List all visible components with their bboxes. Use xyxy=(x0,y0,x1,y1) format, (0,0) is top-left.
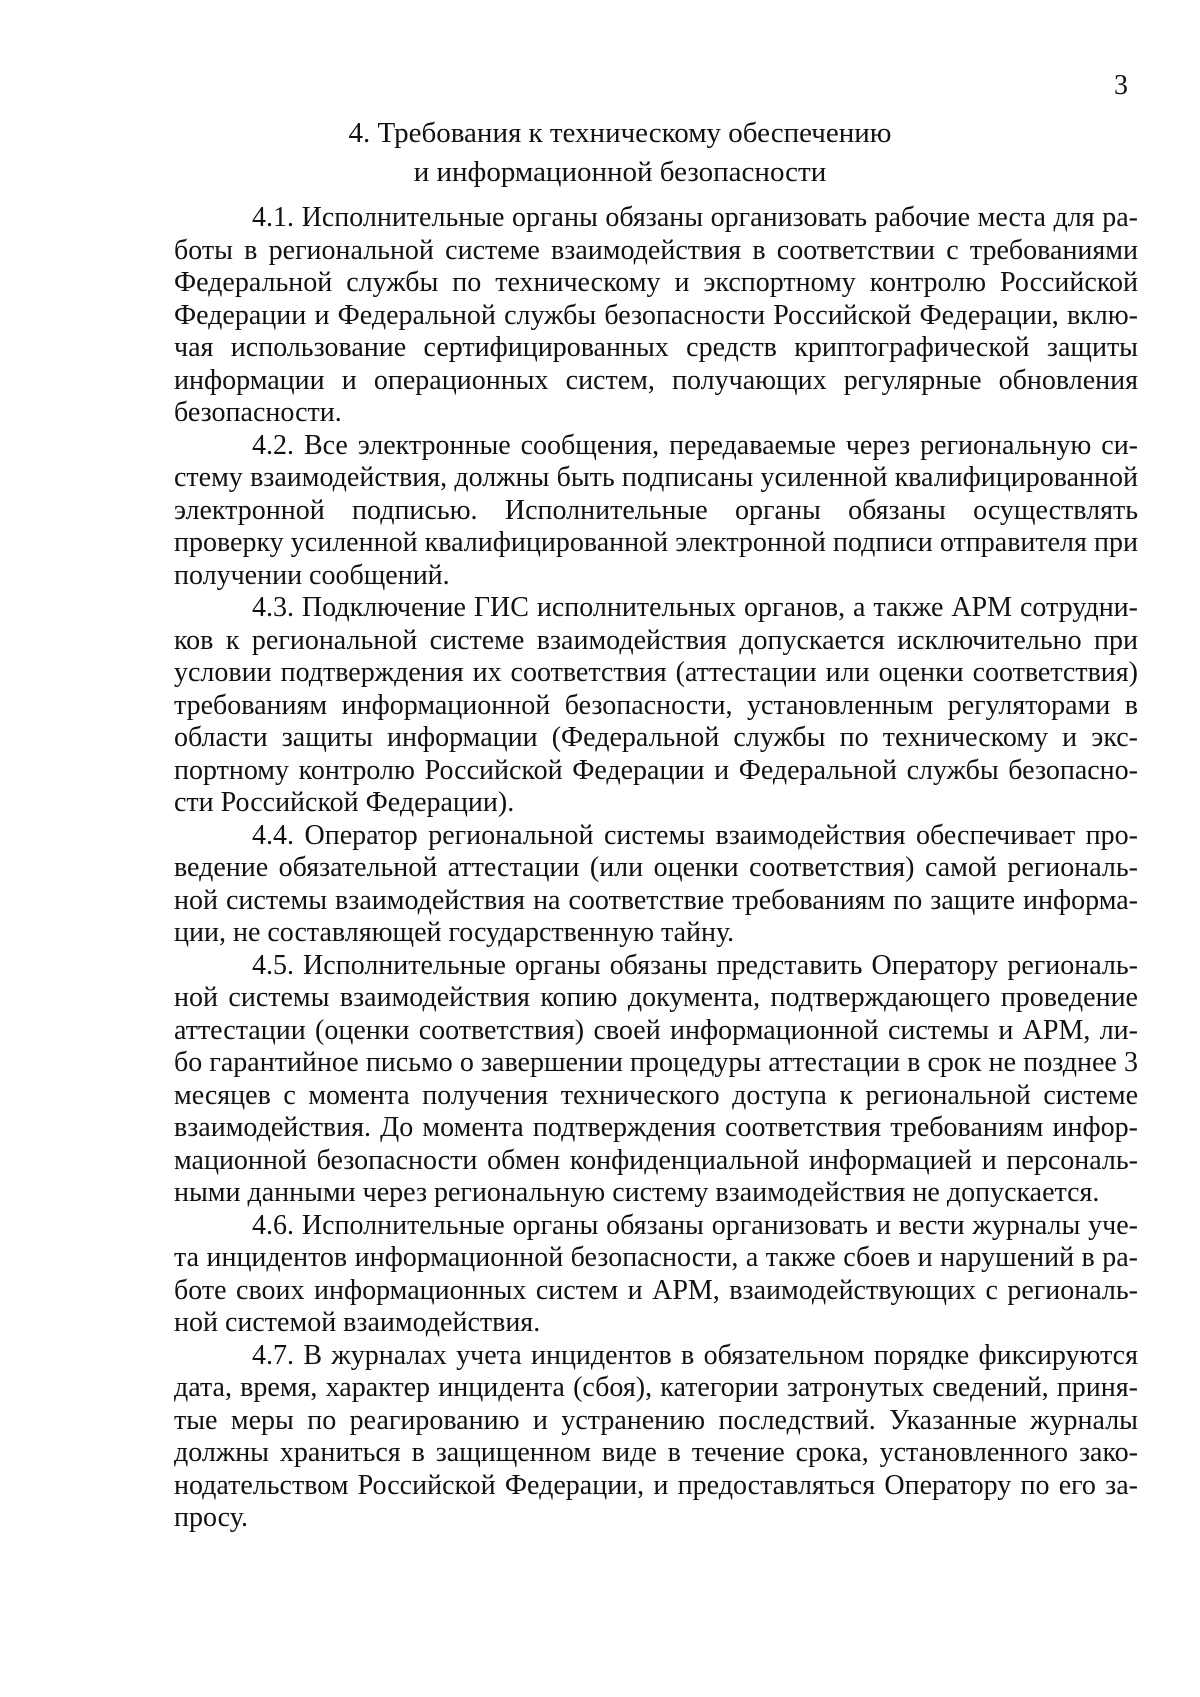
paragraph-4-3: 4.3. Подключение ГИС исполнительных органов, а также АРМ сотрудников к региональной системе взаимодействия допускается исключительно при условии подтверждения их соответствия (аттестации или оценки соответствия) требованиям информационной безопасности, установленным регуляторами в области защиты информации (Федеральной службы по техническому и экспортному контролю Российской Федерации и Федеральной службы безопасности Российской Федерации). xyxy=(174,592,1138,818)
section-title-line-1: 4. Требования к техническому обеспечению xyxy=(348,117,892,149)
page-number: 3 xyxy=(1114,70,1128,101)
paragraph-4-1: 4.1. Исполнительные органы обязаны организовать рабочие места для работы в региональной системе взаимодействия в соответствии с требованиями Федеральной службы по техническому и экспортному контролю Российской Федерации и Федеральной службы безопасности Российской Федерации, включая использование сертифицированных средств криптографической защиты информации и операционных систем, получающих регулярные обновления безопасности. xyxy=(174,202,1138,428)
paragraph-4-7: 4.7. В журналах учета инцидентов в обязательном порядке фиксируются дата, время, характер инцидента (сбоя), категории затронутых сведений, принятые меры по реагированию и устранению последствий. Указанные журналы должны храниться в защищенном виде в течение срока, установленного законодательством Российской Федерации, и предоставляться Оператору по его запросу. xyxy=(174,1339,1138,1533)
paragraph-4-6: 4.6. Исполнительные органы обязаны организовать и вести журналы учета инцидентов информационной безопасности, а также сбоев и нарушений в работе своих информационных систем и АРМ, взаимодействующих с региональной системой взаимодействия. xyxy=(174,1209,1138,1338)
section-body xyxy=(174,202,1138,1535)
paragraph-4-2: 4.2. Все электронные сообщения, передаваемые через региональную систему взаимодействия, должны быть подписаны усиленной квалифицированной электронной подписью. Исполнительные органы обязаны осуществлять проверку усиленной квалифицированной электронной подписи отправителя при получении сообщений. xyxy=(174,429,1138,591)
paragraph-4-5: 4.5. Исполнительные органы обязаны представить Оператору региональной системы взаимодействия копию документа, подтверждающего проведение аттестации (оценки соответствия) своей информационной системы и АРМ, либо гарантийное письмо о завершении процедуры аттестации в срок не позднее 3 месяцев с момента получения технического доступа к региональной системе взаимодействия. До момента подтверждения соответствия требованиям информационной безопасности обмен конфиденциальной информацией и персональными данными через региональную систему взаимодействия не допускается. xyxy=(174,949,1138,1208)
paragraph-4-4: 4.4. Оператор региональной системы взаимодействия обеспечивает проведение обязательной аттестации (или оценки соответствия) самой региональной системы взаимодействия на соответствие требованиям по защите информации, не составляющей государственную тайну. xyxy=(174,819,1138,948)
section-heading xyxy=(170,114,1070,192)
section-title-line-2: и информационной безопасности xyxy=(413,156,827,188)
